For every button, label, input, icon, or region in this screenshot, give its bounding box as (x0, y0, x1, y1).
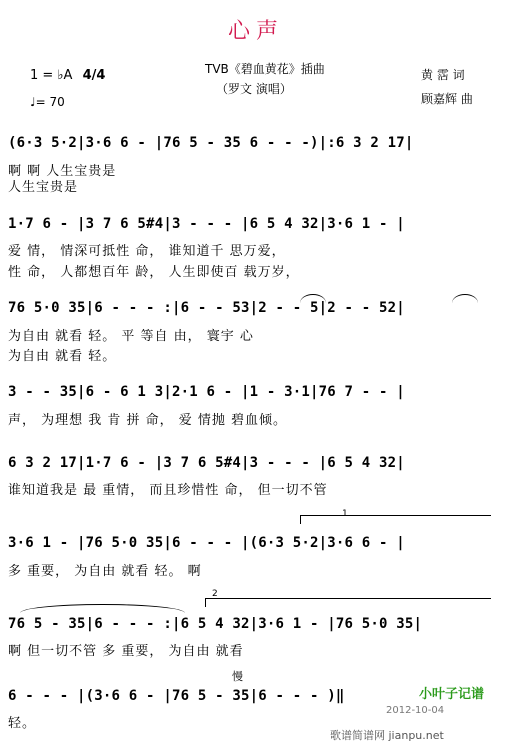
staff-row-2: 1·7 6 - |3 7 6 5#4|3 - - - |6 5 4 32|3·6 1 - | (8, 216, 405, 232)
time-signature: 4/4 (82, 68, 106, 83)
staff-row-5: 6 3 2 17|1·7 6 - |3 7 6 5#4|3 - - - |6 5 4 32| (8, 455, 405, 471)
volta-bracket-1 (300, 515, 491, 524)
tie-mark (20, 604, 185, 613)
lyric-row-6: 多 重要， 为自由 就看 轻。 啊 (8, 564, 202, 579)
lyric-row-2-verse-1: 爱 情， 情深可抵性 命， 谁知道千 思万爱， (8, 244, 286, 259)
staff-row-7: 76 5 - 35|6 - - - :|6 5 4 32|3·6 1 - |76 5·0 35| (8, 616, 423, 632)
volta-bracket-2 (205, 598, 491, 607)
lyric-row-8: 轻。 (8, 716, 37, 731)
composer-credit: 顾嘉辉 曲 (421, 92, 473, 106)
site-watermark: 歌谱简谱网 jianpu.net (330, 729, 444, 742)
arranger-brand: 小叶子记谱 (418, 687, 484, 702)
lyricist-credit: 黄 霑 词 (421, 68, 465, 82)
staff-row-1: (6·3 5·2|3·6 6 - |76 5 - 35 6 - - -)|:6 3 2 17| (8, 135, 414, 151)
tempo-change-mark: 慢 (232, 670, 243, 683)
song-performer: （罗文 演唱） (216, 82, 292, 96)
song-title: 心声 (227, 19, 284, 44)
staff-row-8: 6 - - - |(3·6 6 - |76 5 - 35|6 - - - )‖ (8, 688, 345, 704)
staff-row-3: 76 5·0 35|6 - - - :|6 - - 53|2 - - 5|2 - - 52| (8, 300, 405, 316)
staff-row-6: 3·6 1 - |76 5·0 35|6 - - - |(6·3 5·2|3·6 6 - | (8, 535, 405, 551)
lyric-row-2-verse-2: 性 命， 人都想百年 龄， 人生即使百 载万岁， (8, 265, 300, 280)
lyric-row-3-verse-2: 为自由 就看 轻。 (8, 349, 117, 364)
volta-number-1: 1 (342, 509, 348, 519)
slur-mark (452, 294, 478, 303)
tempo-marking: ♩= 70 (30, 95, 65, 109)
lyric-row-7: 啊 但一切不管 多 重要， 为自由 就看 (8, 644, 244, 659)
lyric-row-3-verse-1: 为自由 就看 轻。 平 等自 由， 寰宇 心 (8, 329, 254, 344)
staff-row-4: 3 - - 35|6 - 6 1 3|2·1 6 - |1 - 3·1|76 7 - - | (8, 384, 405, 400)
slur-mark (300, 294, 326, 303)
song-source: TVB《碧血黄花》插曲 (205, 62, 325, 76)
lyric-row-1-verse-2: 人生宝贵是 (8, 180, 79, 195)
arrangement-date: 2012-10-04 (386, 705, 445, 716)
lyric-row-5: 谁知道我是 最 重情， 而且珍惜性 命， 但一切不管 (8, 483, 328, 498)
lyric-row-1-verse-1: 啊 啊 人生宝贵是 (8, 164, 117, 179)
key-signature (30, 68, 105, 83)
volta-number-2: 2 (212, 589, 218, 599)
key-label: 1 = ♭A (30, 68, 73, 83)
lyric-row-4: 声， 为理想 我 肯 拼 命， 爱 情抛 碧血倾。 (8, 413, 288, 428)
